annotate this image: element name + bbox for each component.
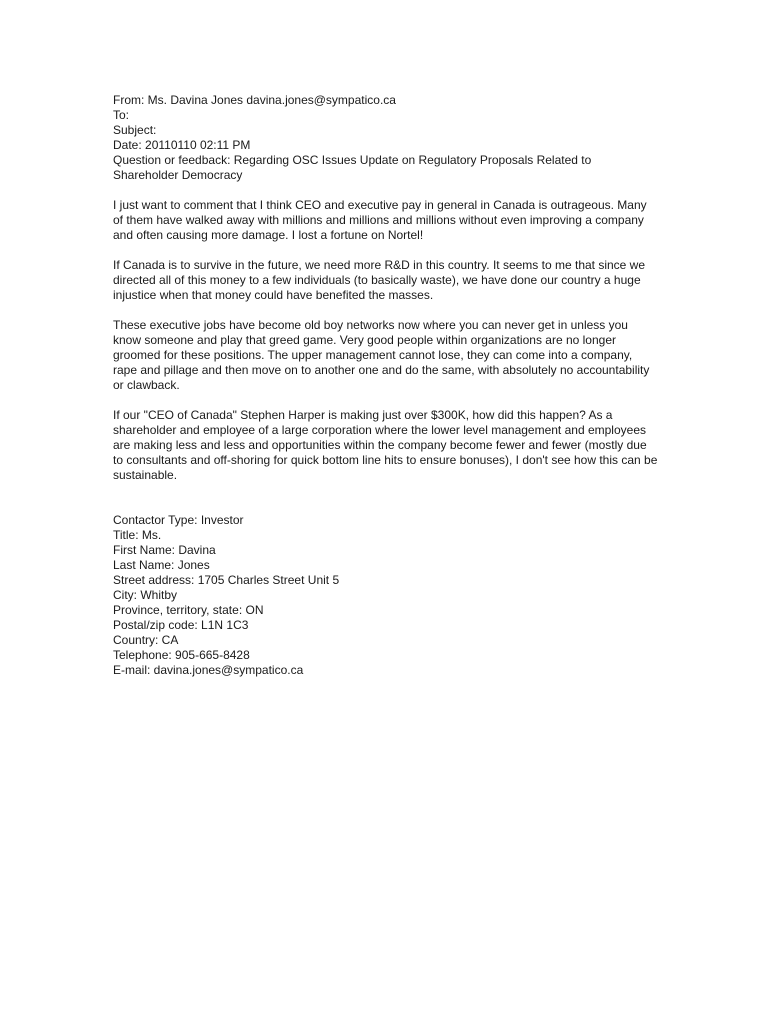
contactor-type: Contactor Type: Investor: [113, 513, 244, 527]
contact-details: [113, 513, 658, 678]
contact-email: E-mail: davina.jones@sympatico.ca: [113, 663, 304, 677]
subject-line: Subject:: [113, 123, 157, 137]
email-letter: [113, 93, 658, 678]
contact-postal-code: Postal/zip code: L1N 1C3: [113, 618, 249, 632]
header-spacer: [113, 183, 658, 198]
body-paragraph-1: I just want to comment that I think CEO and executive pay in general in Canada is outrageous. Many of them have walked away with millions and millions and millions without even improving a company and often causing more damage. I lost a fortune on Nortel!: [113, 198, 647, 242]
email-body: [113, 198, 658, 483]
from-line: From: Ms. Davina Jones davina.jones@sympatico.ca: [113, 93, 396, 107]
contact-city: City: Whitby: [113, 588, 178, 602]
body-paragraph-4: If our "CEO of Canada" Stephen Harper is making just over $300K, how did this happen? As a shareholder and employee of a large corporation where the lower level management and employees are making less and less and opportunities within the company become fewer and fewer (mostly due to consultants and off-shoring for quick bottom line hits to ensure bonuses), I don't see how this can be sustainable.: [113, 408, 658, 482]
contact-country: Country: CA: [113, 633, 179, 647]
contact-title: Title: Ms.: [113, 528, 162, 542]
contact-spacer: [113, 498, 658, 513]
contact-street-address: Street address: 1705 Charles Street Unit 5: [113, 573, 340, 587]
date-line: Date: 20110110 02:11 PM: [113, 138, 251, 152]
contact-last-name: Last Name: Jones: [113, 558, 210, 572]
contact-telephone: Telephone: 905-665-8428: [113, 648, 250, 662]
to-line: To:: [113, 108, 130, 122]
contact-province: Province, territory, state: ON: [113, 603, 264, 617]
question-line-1: Question or feedback: Regarding OSC Issues Update on Regulatory Proposals Related to: [113, 153, 592, 167]
body-paragraph-3: These executive jobs have become old boy networks now where you can never get in unless you know someone and play that greed game. Very good people within organizations are no longer groomed for these positions. The upper management cannot lose, they can come into a company, rape and pillage and then move on to another one and do the same, with absolutely no accountability or clawback.: [113, 318, 650, 392]
email-header: [113, 93, 658, 183]
body-paragraph-2: If Canada is to survive in the future, we need more R&D in this country. It seems to me that since we directed all of this money to a few individuals (to basically waste), we have done our country a huge injustice when that money could have benefited the masses.: [113, 258, 646, 302]
contact-first-name: First Name: Davina: [113, 543, 216, 557]
question-line-2: Shareholder Democracy: [113, 168, 243, 182]
